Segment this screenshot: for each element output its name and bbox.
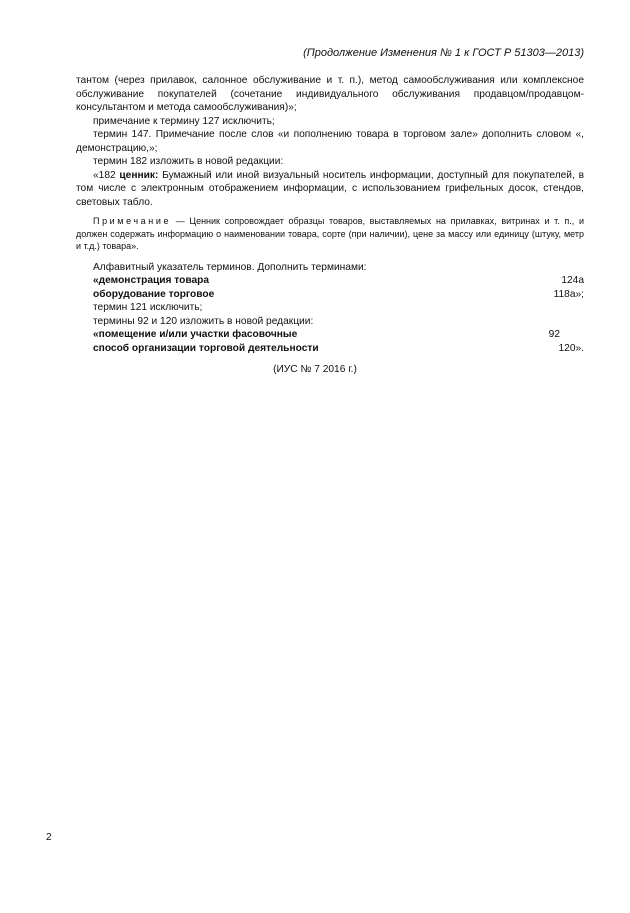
- index-term-row: [76, 274, 584, 288]
- term-182-name: ценник:: [119, 169, 159, 181]
- terms-92-120-line: термины 92 и 120 изложить в новой редакции:: [93, 315, 314, 327]
- note-paragraph: [76, 215, 584, 253]
- paragraph-term-182-intro: термин 182 изложить в новой редакции:: [93, 156, 284, 167]
- index-term-row: [76, 328, 584, 342]
- running-header: (Продолжение Изменения № 1 к ГОСТ Р 51303—2013): [303, 47, 584, 59]
- note-label: Примечание: [93, 216, 172, 226]
- paragraph-note-127: примечание к термину 127 исключить;: [93, 115, 275, 127]
- index-term: оборудование торговое: [93, 288, 215, 300]
- index-term: «помещение и/или участки фасовочные: [93, 329, 298, 340]
- index-intro: Алфавитный указатель терминов. Дополнить терминами:: [93, 261, 367, 273]
- index-term: «демонстрация товара: [93, 275, 210, 286]
- paragraph-continuation: тантом (через прилавок, салонное обслуживание и т. п.), метод самообслуживания или комплексное обслуживание покупателей (сочетание индивидуального обслуживания продавцом/продавцом-консультантом и метода самообслуживания)»;: [76, 75, 584, 113]
- index-term-number: 124а: [561, 275, 584, 286]
- term-121-line: термин 121 исключить;: [93, 302, 203, 313]
- alphabetical-index-block: [76, 261, 584, 356]
- index-term-number: 92: [548, 329, 560, 340]
- index-term-number: 118а»;: [553, 288, 584, 300]
- paragraph-term-182-definition: [76, 169, 584, 210]
- paragraph-term-147: термин 147. Примечание после слов «и пополнению товара в торговом зале» дополнить словом «, демонстрацию,»;: [76, 129, 584, 154]
- body-text: [76, 74, 584, 355]
- index-term-row: [76, 342, 584, 356]
- index-term-number: 120».: [558, 342, 584, 354]
- source-reference: (ИУС № 7 2016 г.): [273, 364, 357, 375]
- note-text: — Ценник сопровождает образцы товаров, выставляемых на прилавках, витринах и т. п., и должен содержать информацию о наименовании товара, сорте (при наличии), цене за массу или единицу (штуку, метр и т.д.) товара».: [76, 216, 584, 251]
- index-term: способ организации торговой деятельности: [93, 342, 319, 354]
- term-182-text: Бумажный или иной визуальный носитель информации, доступный для покупателей, в том числе с электронным отображением информации, с использованием грифельных досок, стендов, световых табло.: [76, 169, 584, 208]
- term-182-prefix: «182: [93, 169, 120, 181]
- index-term-row: [76, 288, 584, 302]
- page-number: 2: [46, 832, 52, 843]
